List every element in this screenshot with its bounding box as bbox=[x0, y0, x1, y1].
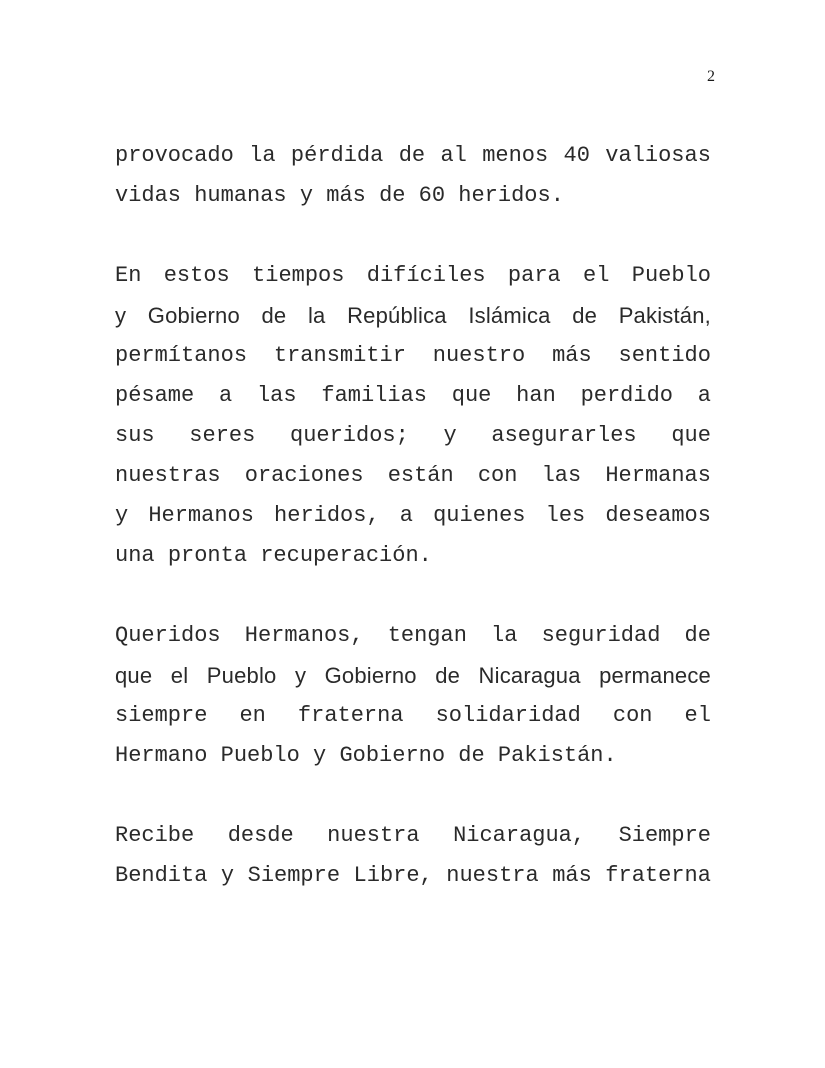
word: provocado bbox=[115, 143, 234, 168]
word: estos bbox=[163, 263, 230, 288]
word: solidaridad bbox=[435, 703, 581, 728]
text-line bbox=[115, 256, 711, 296]
word: que bbox=[451, 383, 492, 408]
word: de bbox=[572, 303, 598, 328]
word: Bendita bbox=[115, 863, 208, 888]
word: desde bbox=[227, 823, 294, 848]
paragraph bbox=[115, 256, 711, 576]
paragraph bbox=[115, 816, 711, 896]
word: transmitir bbox=[273, 343, 406, 368]
word: En bbox=[115, 263, 142, 288]
text-line bbox=[115, 696, 711, 736]
word: para bbox=[507, 263, 561, 288]
word: más bbox=[552, 863, 592, 888]
word: Siempre bbox=[247, 863, 341, 888]
word: y bbox=[443, 423, 457, 448]
text-line bbox=[115, 376, 711, 416]
word: más bbox=[552, 343, 592, 368]
word: de bbox=[261, 303, 287, 328]
word: menos bbox=[482, 143, 549, 168]
text-line bbox=[115, 736, 711, 776]
word: sus bbox=[115, 423, 155, 448]
text-line bbox=[115, 336, 711, 376]
word: de bbox=[398, 143, 426, 168]
word: fraterna bbox=[297, 703, 404, 728]
word: Queridos bbox=[115, 623, 221, 648]
word: que bbox=[671, 423, 711, 448]
word: de bbox=[684, 623, 711, 648]
word: oraciones bbox=[244, 463, 364, 488]
word: y bbox=[115, 503, 129, 528]
word: y bbox=[313, 743, 340, 768]
word: heridos, bbox=[274, 503, 380, 528]
word: pésame bbox=[115, 383, 195, 408]
word: deseamos bbox=[605, 503, 711, 528]
word: República bbox=[347, 303, 447, 328]
paragraph bbox=[115, 136, 711, 216]
word: siempre bbox=[115, 703, 208, 728]
word: pérdida bbox=[290, 143, 384, 168]
word: el bbox=[684, 703, 711, 728]
word: que bbox=[115, 663, 153, 688]
word: seguridad bbox=[541, 623, 661, 648]
word: Gobierno bbox=[339, 743, 459, 768]
word: la bbox=[249, 143, 276, 168]
word: les bbox=[545, 503, 586, 528]
word: recuperación. bbox=[260, 543, 432, 568]
word: Pakistán. bbox=[497, 743, 617, 768]
word: Nicaragua bbox=[478, 663, 581, 688]
word: la bbox=[307, 303, 326, 328]
word: al bbox=[440, 143, 467, 168]
text-line bbox=[115, 456, 711, 496]
word: sentido bbox=[618, 343, 711, 368]
word: con bbox=[612, 703, 653, 728]
word: las bbox=[541, 463, 582, 488]
word: a bbox=[399, 503, 413, 528]
word: tengan bbox=[387, 623, 467, 648]
word: Hermanos, bbox=[244, 623, 364, 648]
word: de bbox=[379, 183, 419, 208]
word: las bbox=[256, 383, 297, 408]
word: una bbox=[115, 543, 168, 568]
text-line bbox=[115, 656, 711, 696]
word: permanece bbox=[599, 663, 711, 688]
word: difíciles bbox=[366, 263, 486, 288]
word: Pueblo bbox=[631, 263, 711, 288]
word: quienes bbox=[433, 503, 526, 528]
word: nuestra bbox=[327, 823, 420, 848]
word: han bbox=[516, 383, 556, 408]
text-line bbox=[115, 176, 711, 216]
word: familias bbox=[321, 383, 427, 408]
word: Pueblo bbox=[206, 663, 277, 688]
word: a bbox=[697, 383, 711, 408]
paragraph bbox=[115, 616, 711, 776]
word: y bbox=[220, 863, 235, 888]
word: Islámica bbox=[468, 303, 551, 328]
word: están bbox=[387, 463, 454, 488]
word: el bbox=[170, 663, 189, 688]
word: nuestra bbox=[446, 863, 539, 888]
word: tiempos bbox=[252, 263, 345, 288]
word: el bbox=[583, 263, 610, 288]
text-line bbox=[115, 616, 711, 656]
word: pronta bbox=[167, 543, 261, 568]
word: perdido bbox=[580, 383, 673, 408]
word: más bbox=[326, 183, 380, 208]
word: queridos; bbox=[290, 423, 409, 448]
word: 40 bbox=[563, 143, 590, 168]
word: Hermanas bbox=[605, 463, 711, 488]
word: heridos. bbox=[458, 183, 564, 208]
word: vidas bbox=[115, 183, 195, 208]
text-line bbox=[115, 296, 711, 336]
word: humanas bbox=[194, 183, 300, 208]
text-line bbox=[115, 536, 711, 576]
word: con bbox=[477, 463, 518, 488]
word: Pakistán, bbox=[618, 303, 711, 328]
word: valiosas bbox=[605, 143, 711, 168]
word: seres bbox=[189, 423, 256, 448]
word: y bbox=[115, 303, 127, 328]
word: nuestro bbox=[432, 343, 526, 368]
word: en bbox=[239, 703, 266, 728]
word: la bbox=[491, 623, 518, 648]
word: Siempre bbox=[618, 823, 711, 848]
text-line bbox=[115, 496, 711, 536]
word: Pueblo bbox=[220, 743, 314, 768]
word: de bbox=[458, 743, 498, 768]
word: Hermanos bbox=[148, 503, 254, 528]
word: Recibe bbox=[115, 823, 195, 848]
word: 60 bbox=[418, 183, 459, 208]
word: nuestras bbox=[115, 463, 221, 488]
letter-body bbox=[115, 136, 711, 936]
page-number: 2 bbox=[707, 68, 715, 85]
word: Gobierno bbox=[324, 663, 417, 688]
text-line bbox=[115, 416, 711, 456]
text-line bbox=[115, 856, 711, 896]
word: de bbox=[435, 663, 461, 688]
word: fraterna bbox=[605, 863, 711, 888]
word: permítanos bbox=[115, 343, 248, 368]
word: Gobierno bbox=[147, 303, 240, 328]
text-line bbox=[115, 816, 711, 856]
word: y bbox=[294, 663, 307, 688]
word: asegurarles bbox=[491, 423, 637, 448]
word: Nicaragua, bbox=[453, 823, 586, 848]
word: a bbox=[219, 383, 233, 408]
word: y bbox=[299, 183, 327, 208]
word: Libre, bbox=[353, 863, 433, 888]
word: Hermano bbox=[115, 743, 221, 768]
text-line bbox=[115, 136, 711, 176]
